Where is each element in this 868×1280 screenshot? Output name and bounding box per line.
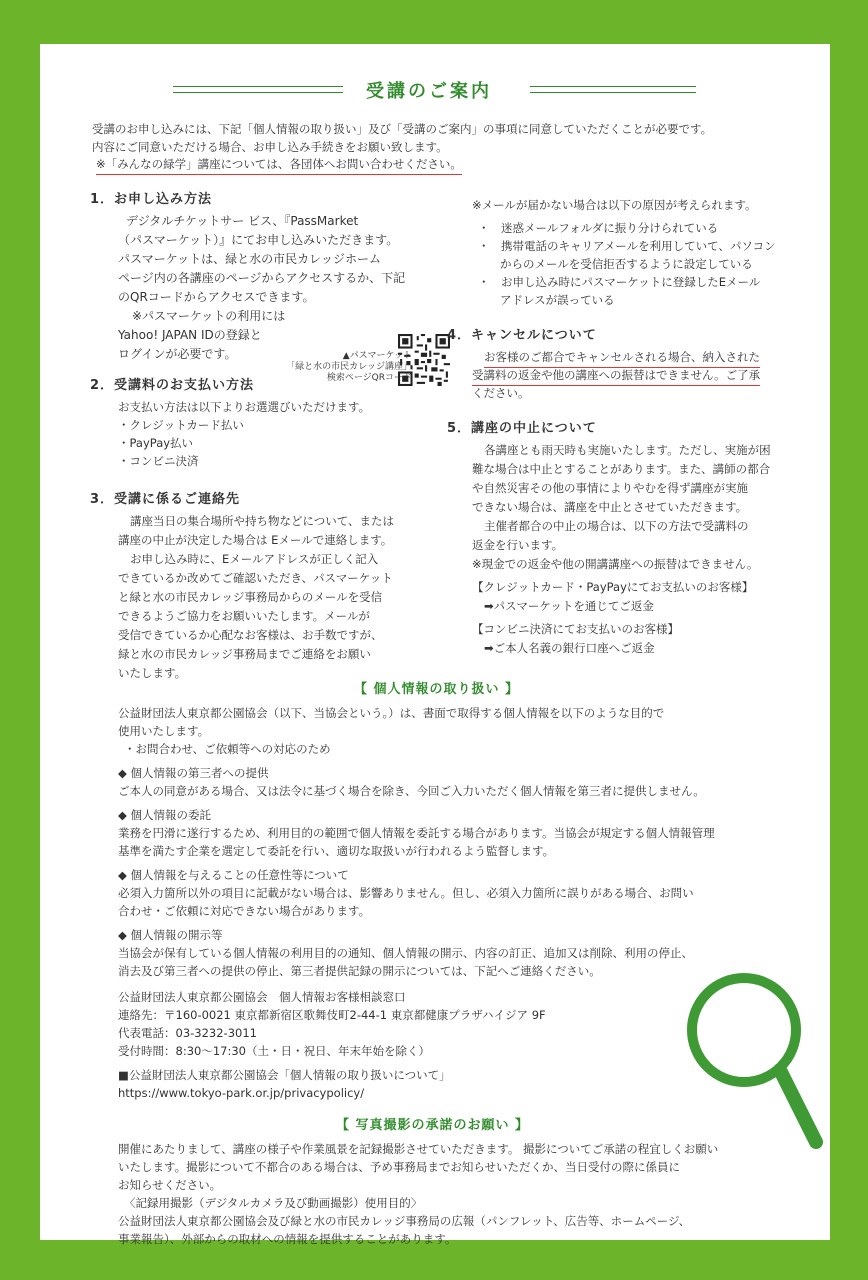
s1-line-1: デジタルチケットサー ビス、『PassMarket [126,214,359,228]
s1-line-4: ページ内の各講座のページからアクセスするか、下記 [118,271,406,285]
photo-line-1: 開催にあたりまして、講座の様子や作業風景を記録撮影させていただきます。 撮影についてご承諾の程宜しくお願い [118,1142,719,1156]
photo-heading: 【 写真撮影の承諾のお願い 】 [336,1118,530,1133]
s1-line-7: Yahoo! JAPAN IDの登録と [118,328,262,342]
mail-line-5: アドレスが誤っている [500,293,615,307]
section-3-heading: 3．受講に係るご連絡先 [90,492,241,507]
mail-line-1: ・ 迷惑メールフォルダに振り分けられている [478,221,719,235]
qr-caption-3: 検索ページQRコード [326,373,412,383]
s1-line-3: パスマーケットは、緑と水の市民カレッジホーム [118,252,382,266]
s5-line-3: や自然災害その他の事情によりやむを得ず講座が実施 [472,481,748,495]
privacy-line-1: 公益財団法人東京都公園協会（以下、当協会という。）は、書面で取得する個人情報を以下のような目的で [118,706,665,720]
section-4-heading: 4．キャンセルについて [447,328,597,343]
s4-line-3: ください。 [472,386,530,400]
s5-line-6: 返金を行います。 [472,538,564,552]
privacy-line-4: ◆ 個人情報の第三者への提供 [118,766,269,780]
s3-line-8: 緑と水の市民カレッジ事務局までご連絡をお願い [118,647,371,661]
mail-line-4: ・ お申し込み時にパスマーケットに登録したEメール [478,275,761,289]
privacy-line-13: 当協会が保有している個人情報の利用目的の通知、個人情報の開示、内容の訂正、追加又は削除、利用の停止、 [118,946,693,960]
mail-lead: ※メールが届かない場合は以下の原因が考えられます。 [472,198,757,212]
title-rule-left [173,86,343,93]
s1-line-8: ログインが必要です。 [118,347,237,361]
photo-line-3: お知らせください。 [118,1178,222,1192]
privacy-line-6: ◆ 個人情報の委託 [118,808,211,822]
section-5-heading: 5．講座の中止について [447,421,597,436]
privacy-line-8: 基準を満たす企業を選定して委託を行い、適切な取扱いが行われるよう監督します。 [118,844,555,858]
s5-line-1: 各講座とも雨天時も実施いたします。ただし、実施が困 [484,443,771,457]
s2-line-3: ・PayPay払い [118,436,194,450]
s5-line-8: 【クレジットカード・PayPayにてお支払いのお客様】 [472,580,754,594]
intro-note: ※「みんなの緑学」講座については、各団体へお問い合わせください。 [96,155,462,175]
qr-caption-2: 「緑と水の市民カレッジ講座」 [286,362,412,372]
s3-line-1: 講座当日の集合場所や持ち物などについて、または [130,514,395,528]
photo-line-5: 公益財団法人東京都公園協会及び緑と水の市民カレッジ事務局の広報（パンフレット、広告等、ホームページ、 [118,1214,691,1228]
s5-line-10: 【コンビニ決済にてお支払いのお客様】 [472,622,679,636]
s3-line-7: 受信できているか心配なお客様は、お手数ですが、 [118,628,383,642]
mail-line-3: からのメールを受信拒否するように設定している [500,257,753,271]
privacy-line-12: ◆ 個人情報の開示等 [118,928,223,942]
photo-line-6: 事業報告）、外部からの取材への情報を提供することがあります。 [118,1232,457,1246]
s5-line-11: ➡ご本人名義の銀行口座へご返金 [484,641,655,655]
privacy-line-14: 消去及び第三者への提供の停止、第三者提供記録の開示については、下記へご連絡ください。 [118,964,601,978]
s1-line-5: のQRコードからアクセスできます。 [118,290,315,304]
s5-line-5: 主催者都合の中止の場合は、以下の方法で受講料の [484,519,749,533]
privacy-line-2: 使用いたします。 [118,724,210,738]
s3-line-6: できるようご協力をお願いいたします。メールが [118,609,370,623]
s5-line-4: できない場合は、講座を中止とさせていただきます。 [472,500,748,514]
s5-line-9: ➡パスマーケットを通じてご返金 [484,599,654,613]
photo-line-2: いたします。撮影について不都合のある場合は、予め事務局までお知らせいただくか、当日受付の際に係員に [118,1160,680,1174]
privacy-line-18: 受付時間：8:30〜17:30（土・日・祝日、年末年始を除く） [118,1044,430,1058]
s3-line-2: 講座の中止が決定した場合は Eメールで連絡します。 [118,533,393,547]
privacy-heading: 【 個人情報の取り扱い 】 [354,682,520,697]
page-title: 受講のご案内 [366,81,492,102]
intro-line-2: 内容にご同意いただける場合、お申し込み手続きをお願い致します。 [92,140,448,154]
title-rule-right [530,86,696,93]
magnifier-icon [676,960,836,1150]
s2-line-4: ・コンビニ決済 [118,454,199,468]
privacy-line-16: 連絡先：〒160-0021 東京都新宿区歌舞伎町2-44-1 東京都健康プラザハイジア 9F [118,1008,546,1022]
s1-line-2: （パスマーケット）』にてお申し込みいただきます。 [118,233,399,247]
s3-line-9: いたします。 [118,666,187,680]
s5-line-2: 難な場合は中止とすることがあります。また、講師の都合 [472,462,771,476]
s5-line-7: ※現金での返金や他の開講講座への振替はできません。 [472,557,759,571]
mail-line-2: ・ 携帯電話のキャリアメールを利用していて、パソコン [478,239,776,253]
s3-line-3: お申し込み時に、Eメールアドレスが正しく記入 [130,552,379,566]
privacy-line-3: ・お問合わせ、ご依頼等への対応のため [124,742,331,756]
photo-line-4: 〈記録用撮影（デジタルカメラ及び動画撮影）使用目的〉 [124,1196,423,1210]
privacy-line-19: ■公益財団法人東京都公園協会「個人情報の取り扱いについて」 [118,1068,451,1082]
privacy-line-15: 公益財団法人東京都公園協会 個人情報お客様相談窓口 [118,990,406,1004]
section-2-heading: 2．受講料のお支払い方法 [90,378,255,393]
privacy-line-17: 代表電話：03-3232-3011 [118,1026,257,1040]
s2-line-2: ・クレジットカード払い [118,418,244,432]
s2-line-1: お支払い方法は以下よりお選選びいただけます。 [118,400,371,414]
s3-line-4: できているか改めてご確認いただき、パスマーケット [118,571,393,585]
qr-caption-1: ▲パスマーケット [342,351,412,361]
privacy-policy-link[interactable]: https://www.tokyo-park.or.jp/privacypolicy/ [118,1086,365,1100]
privacy-line-9: ◆ 個人情報を与えることの任意性等について [118,868,349,882]
privacy-line-5: ご本人の同意がある場合、又は法令に基づく場合を除き、今回ご入力いただく個人情報を第三者に提供しません。 [118,784,705,798]
s3-line-5: と緑と水の市民カレッジ事務局からのメールを受信 [118,590,383,604]
s4-line-2: 受講料の返金や他の講座への振替はできません。ご了承 [472,366,760,386]
s4-line-1: お客様のご都合でキャンセルされる場合、納入された [484,348,760,368]
section-1-heading: 1．お申し込み方法 [90,192,213,207]
intro-line-1: 受講のお申し込みには、下記「個人情報の取り扱い」及び「受講のご案内」の事項に同意していただくことが必要です。 [92,122,713,136]
s1-line-6: ※パスマーケットの利用には [132,309,286,323]
privacy-line-10: 必須入力箇所以外の項目に記載がない場合は、影響ありません。但し、必須入力箇所に誤りがある場合、お問い [118,886,694,900]
privacy-line-7: 業務を円滑に遂行するため、利用目的の範囲で個人情報を委託する場合があります。当協会が規定する個人情報管理 [118,826,715,840]
privacy-line-11: 合わせ・ご依頼に対応できない場合があります。 [118,904,371,918]
